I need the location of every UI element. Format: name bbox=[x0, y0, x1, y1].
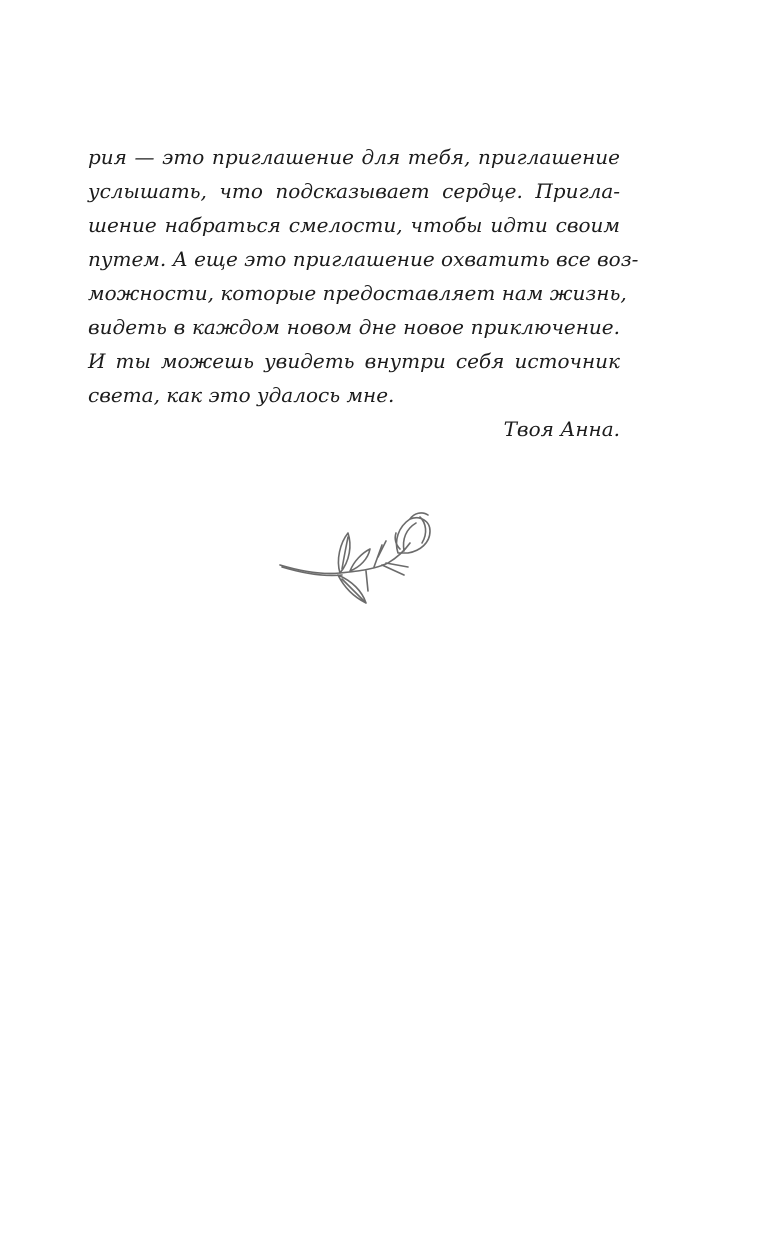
text-line: можности, которые предоставляет нам жизнь, bbox=[88, 281, 627, 305]
text-line: путем. А еще это приглашение охватить все воз- bbox=[88, 247, 639, 271]
text-line: рия — это приглашение для тебя, приглашение bbox=[88, 145, 620, 169]
text-line: видеть в каждом новом дне новое приключение. bbox=[88, 315, 620, 339]
text-line: света, как это удалось мне. bbox=[88, 383, 395, 407]
rose-sprig-icon bbox=[270, 505, 445, 615]
text-line: И ты можешь увидеть внутри себя источник bbox=[88, 349, 620, 373]
text-line: услышать, что подсказывает сердце. Пригла- bbox=[88, 179, 620, 203]
signature: Твоя Анна. bbox=[503, 417, 620, 441]
body-text bbox=[88, 140, 639, 446]
text-line: шение набраться смелости, чтобы идти своим bbox=[88, 213, 620, 237]
